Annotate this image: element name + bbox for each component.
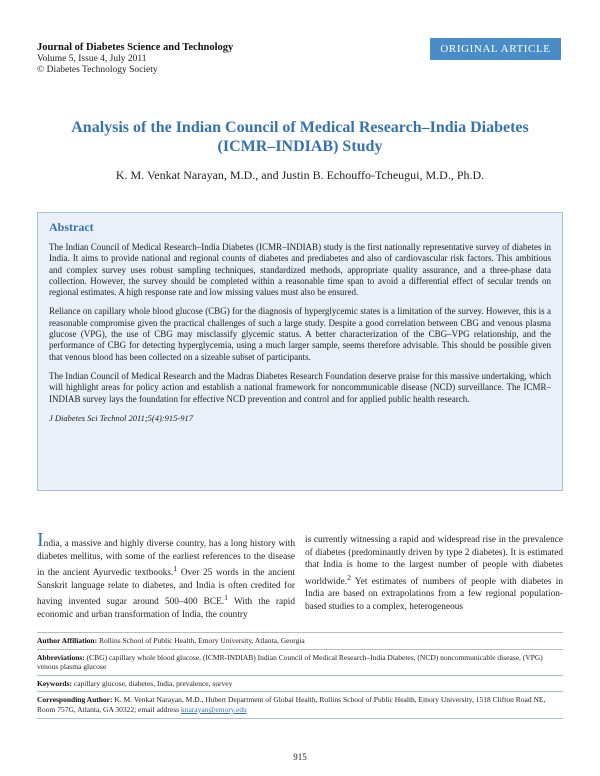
author-affiliation: Author Affiliation: Rollins School of Public Health, Emory University, Atlanta, Georgia xyxy=(37,633,563,650)
keywords: Keywords: capillary glucose, diabetes, India, prevalence, survey xyxy=(37,676,563,693)
journal-volume: Volume 5, Issue 4, July 2011 xyxy=(37,53,147,64)
abstract-paragraph-2: Reliance on capillary whole blood glucose (CBG) for the diagnosis of hyperglycemic states is a limitation of the survey. However, this is a reasonable compromise given the practical challenges of such a large study. Despite a good correlation between CBG and venous plasma glucose (VPG), the use of CBG may misclassify glycemic status. A better characterization of the CBG–VPG relationship, and the performance of CBG for detecting hyperglycemia, using a much larger sample, seems therefore advisable. This should be possible given that venous blood has been collected on a sizeable subset of participants. xyxy=(49,306,551,362)
abbreviations: Abbreviations: (CBG) capillary whole blood glucose, (ICMR-INDIAB) Indian Council of Medical Research–India Diabetes, (NCD) noncommunicable disease, (VPG) venous plasma glucose xyxy=(37,650,563,676)
paper-title xyxy=(40,118,560,156)
body-text-segment: With the rapid economic and urban transformation of India, the country xyxy=(37,597,295,620)
journal-name: Journal of Diabetes Science and Technology xyxy=(37,42,234,53)
paper-title-line-2: (ICMR–INDIAB) Study xyxy=(217,138,383,155)
email-link[interactable]: knarayan@emory.edu xyxy=(180,704,247,714)
abstract-paragraph-1: The Indian Council of Medical Research–India Diabetes (ICMR–INDIAB) study is the first nationally representative survey of diabetes in India. It aims to provide national and regional counts of diabetes and prediabetes and also of cardiovascular risk factors. This ambitious and complex survey uses robust sampling techniques, standardized methods, appropriate quality assurance, and a three-phase data collection. However, the survey should be completed within a reasonable time span to avoid a differential effect of secular trends on regional estimates. A high response rate and low missing values must also be ensured. xyxy=(49,242,551,298)
body-column-2 xyxy=(305,534,563,634)
journal-copyright: © Diabetes Technology Society xyxy=(37,65,158,75)
citation: J Diabetes Sci Technol 2011;5(4):915-917 xyxy=(49,412,193,423)
corresponding-author: Corresponding Author: K. M. Venkat Narayan, M.D., Hubert Department of Global Health, Rollins School of Public Health, Emory University, 1518 Clifton Road NE, Room 757G, Atlanta, GA 30322; email address knarayan@emory.edu xyxy=(37,692,563,718)
abstract-heading: Abstract xyxy=(49,220,94,234)
body-column-1 xyxy=(37,529,296,634)
reference-marker[interactable]: 1 xyxy=(224,593,228,603)
authors: K. M. Venkat Narayan, M.D., and Justin B. Echouffo-Tcheugui, M.D., Ph.D. xyxy=(115,168,485,182)
journal-info xyxy=(37,42,233,77)
reference-marker[interactable]: 1 xyxy=(173,564,178,573)
body-text-segment: is currently witnessing a rapid and widespread rise in the prevalence of diabetes (predominantly driven by type 2 diabetes). It is estimated that India is home to the largest number of people with diabetes worldwide. xyxy=(305,535,563,587)
footnotes xyxy=(37,632,563,719)
page-number: 915 xyxy=(293,752,307,762)
body-text-segment: ndia, a massive and highly diverse country, has a long history with diabetes mellitus, with some of the earliest references to the disease in the ancient Ayurvedic textbooks. xyxy=(37,539,295,579)
article-type-badge: ORIGINAL ARTICLE xyxy=(430,38,561,60)
body-text-segment: Over 25 words in the ancient Sanskrit language relate to diabetes, and India is often credited for having invented sugar around 500–400 BCE. xyxy=(37,568,296,608)
paper-title-line-1: Analysis of the Indian Council of Medical Research–India Diabetes xyxy=(71,119,529,136)
drop-cap: I xyxy=(37,529,44,551)
abstract-paragraph-3: The Indian Council of Medical Research and the Madras Diabetes Research Foundation deserve praise for this massive undertaking, which will highlight areas for policy action and establish a national framework for noncommunicable disease (NCD) surveillance. The ICMR–INDIAB survey lays the foundation for effective NCD prevention and control and for applied public health research. xyxy=(49,370,551,404)
abstract-box xyxy=(37,212,563,491)
body-text xyxy=(37,529,563,634)
body-text-segment: Yet estimates of numbers of people with diabetes in India are based on extrapolations from a few regional population-based studies to a complex, heterogeneous xyxy=(305,576,563,612)
reference-marker[interactable]: 2 xyxy=(347,572,351,582)
